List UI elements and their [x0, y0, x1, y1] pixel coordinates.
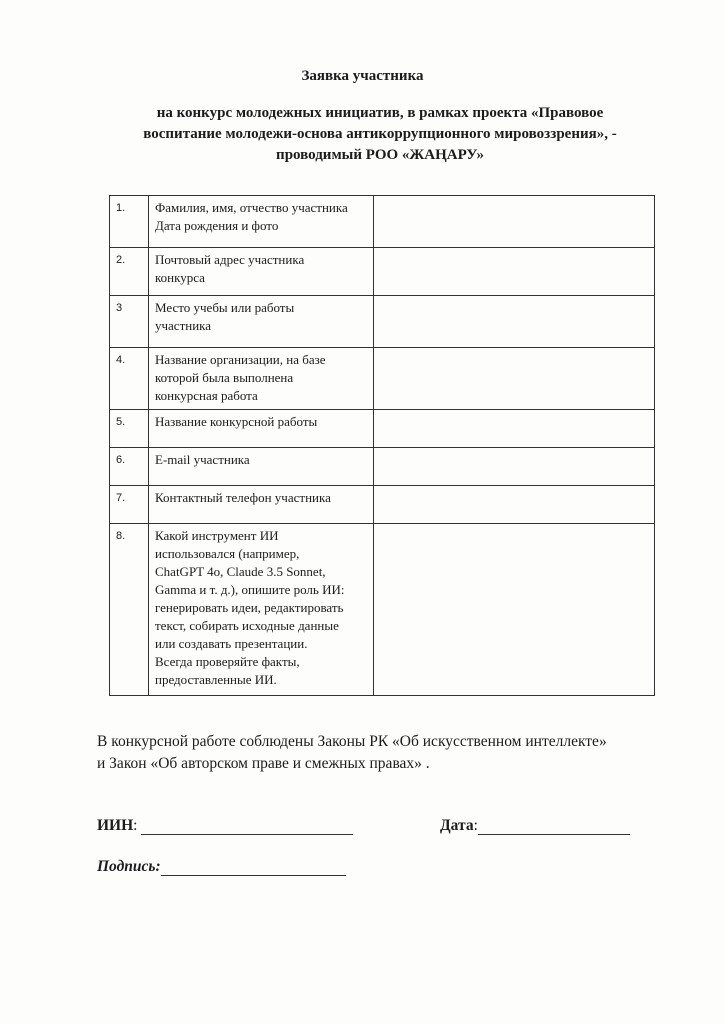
iin-label: ИИН [97, 817, 134, 834]
row-number: 4. [110, 348, 149, 410]
label-line: участника [155, 318, 212, 333]
row-number: 8. [110, 524, 149, 696]
label-line: конкурсная работа [155, 388, 258, 403]
table-row [110, 448, 655, 486]
subtitle-line: проводимый РОО «ЖАҢАРУ» [276, 147, 484, 163]
row-label [149, 248, 374, 296]
table-row [110, 524, 655, 696]
value-cell-work-title[interactable] [374, 410, 655, 448]
label-line: использовался (например, [155, 546, 300, 561]
row-number: 5. [110, 410, 149, 448]
table-row [110, 296, 655, 348]
label-line: которой была выполнена [155, 370, 294, 385]
value-cell-full-name[interactable] [374, 196, 655, 248]
label-line: генерировать идеи, редактировать [155, 600, 344, 615]
row-label [149, 348, 374, 410]
iin-input-line[interactable] [141, 818, 353, 835]
row-number: 7. [110, 486, 149, 524]
table-row [110, 248, 655, 296]
date-separator: : [473, 817, 478, 834]
row-number: 2. [110, 248, 149, 296]
form-subtitle [90, 103, 670, 166]
value-cell-study-work-place[interactable] [374, 296, 655, 348]
statement-line: В конкурсной работе соблюдены Законы РК «Об искусственном интеллекте» [97, 733, 607, 750]
subtitle-line: на конкурс молодежных инициатив, в рамках проекта «Правовое [156, 105, 604, 121]
law-compliance-statement [97, 731, 697, 775]
signature-separator: : [155, 858, 161, 875]
row-label [149, 524, 374, 696]
signature-input-line[interactable] [161, 859, 346, 876]
iin-separator: : [133, 817, 138, 834]
label-line: Контактный телефон участника [155, 490, 331, 505]
row-label [149, 410, 374, 448]
label-line: Почтовый адрес участника [155, 252, 305, 267]
label-line: Фамилия, имя, отчество участника [155, 200, 348, 215]
subtitle-line: воспитание молодежи-основа антикоррупционного мировоззрения», - [143, 126, 617, 142]
value-cell-ai-tool[interactable] [374, 524, 655, 696]
signature-field [97, 858, 346, 876]
date-input-line[interactable] [478, 818, 630, 835]
value-cell-phone[interactable] [374, 486, 655, 524]
row-label [149, 196, 374, 248]
statement-line: и Закон «Об авторском праве и смежных правах» . [97, 755, 430, 772]
date-label: Дата [440, 817, 474, 834]
label-line: Gamma и т. д.), опишите роль ИИ: [155, 582, 345, 597]
label-line: или создавать презентации. [155, 636, 308, 651]
label-line: конкурса [155, 270, 205, 285]
table-row [110, 486, 655, 524]
iin-field [97, 817, 353, 835]
row-label [149, 296, 374, 348]
row-label [149, 486, 374, 524]
value-cell-email[interactable] [374, 448, 655, 486]
participant-info-table [109, 195, 655, 696]
label-line: ChatGPT 4o, Claude 3.5 Sonnet, [155, 564, 326, 579]
label-line: Название организации, на базе [155, 352, 326, 367]
row-label [149, 448, 374, 486]
date-field [440, 817, 630, 835]
row-number: 3 [110, 296, 149, 348]
table-row [110, 410, 655, 448]
signature-label: Подпись [97, 858, 156, 875]
label-line: текст, собирать исходные данные [155, 618, 339, 633]
label-line: E-mail участника [155, 452, 250, 467]
row-number: 6. [110, 448, 149, 486]
row-number: 1. [110, 196, 149, 248]
table-row [110, 196, 655, 248]
form-title: Заявка участника [301, 68, 424, 84]
table-row [110, 348, 655, 410]
label-line: Место учебы или работы [155, 300, 295, 315]
value-cell-postal-address[interactable] [374, 248, 655, 296]
label-line: Дата рождения и фото [155, 218, 279, 233]
label-line: Название конкурсной работы [155, 414, 318, 429]
label-line: Какой инструмент ИИ [155, 528, 279, 543]
label-line: предоставленные ИИ. [155, 672, 277, 687]
value-cell-organization[interactable] [374, 348, 655, 410]
label-line: Всегда проверяйте факты, [155, 654, 300, 669]
